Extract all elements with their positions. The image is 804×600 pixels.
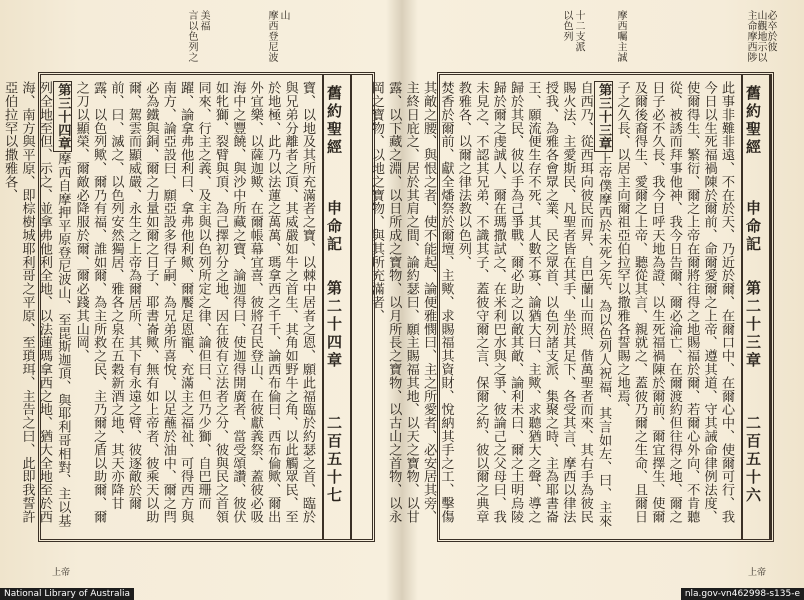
right-book-title: 舊約聖經 (744, 85, 762, 157)
left-header-note-1: 摩西登尼波 (266, 10, 277, 63)
right-chapter: 第二十三章 (744, 280, 762, 370)
left-page-header (42, 10, 367, 80)
left-book-title: 舊約聖經 (325, 85, 343, 157)
left-text-a: 寶、以地及其所充滿者之寶、以棘中居者之恩、願此福臨於約瑟之首、臨於與兄弟分離者之頂、其威嚴如牛之首生、其角如野牛之角、以此觸眾民、至於地極、此乃以法蓮之萬萬、瑪拿西之千千、論西布倫曰、西布倫歟、爾出外宜樂、以薩迦歟、在爾帳幕宜喜、彼將召民登山、在彼獻義祭、蓋彼必吸海中之豐饒、與沙中所藏之寶、論迦得曰、使迦得開廣者、當受頌讚、彼伏如牝獅、裂臂與頂、為己擇初分之地、因在彼有立法者之分、彼與民之首領同來、行主之義、及主與以色列所定之律、論但曰、但乃少獅、自巴珊而躍、論拿弗他利曰、拿弗他利歟、爾饜足恩寵、充滿主之福祉、可得西方與南方、論亞設曰、願亞設多得子嗣、為兄弟所喜悅、以足蘸於油中、爾之閂必為鐵與銅、爾之力量如爾之日子、耶書崙歟、無有如上帝者、彼乘天以助爾、駕雲而顯威嚴、永生之上帝為爾居所、其下有永遠之臂、彼逐敵於爾前、曰、滅之、以色列安然獨居、雅各之泉在五穀新酒之地、其天亦降甘露、以色列歟、爾乃有福、誰如爾、為主所救之民、主乃爾之盾以助爾、爾之刀以顯榮、爾敵必降服於爾、爾必踐其山岡、 (73, 81, 315, 524)
right-header-tail: 以色列 (561, 10, 572, 42)
right-text-b: 上帝僕摩西於未死之先、為以色列人祝福、其言如左、曰、主來自西乃、從西珥向彼民而昇、自巴蘭山而照、偕萬聖者而來、其右手為彼民賜火法、主愛斯民、凡聖者皆在其手、坐於其足下、各受其言、摩西以律法授我、為雅各會眾之業、民之眾首、以色列諸支派、集聚之時、主為耶書崙王、願流便生存不死、其人數不寡、論猶大曰、主歟、求聽猶大之聲、導之歸於其民、彼以手為己爭戰、爾必助之以敵其敵、論利未曰、爾之土明烏陵歸於爾之虔誠人、爾在瑪撒試之、在米利巴水與之爭、彼論己之父母曰、我未見之、不認其兄弟、不識其子、蓋彼守爾之言、保爾之約、彼以爾之典章教雅各、以爾之律法教以色列、 (455, 81, 612, 528)
left-running-head (322, 75, 352, 539)
left-header-note-2: 山 (278, 10, 289, 21)
right-page (368, 0, 796, 586)
right-text-c: 焚香於爾前、獻全燔祭於爾壇、主歟、求賜福其資財、悅納其手之工、擊傷其敵之腰、與恨之者、使不能起、論便雅憫曰、主之所愛者、必安居其旁、主終日庇之、居於其肩之間、論約瑟曰、願主賜福其地、以天之寶物、以甘露、以下藏之淵、以日所成之寶物、以月所長之寶物、以古山之首物、以永岡之寶物、以地之寶物、與其所充滿者、 (368, 81, 454, 524)
library-caption: National Library of Australia (0, 588, 134, 600)
left-section-title: 申命記 (325, 200, 343, 254)
left-page (2, 0, 397, 586)
right-header-note-3: 必卒於彼 (765, 10, 776, 52)
left-bottom-mark: 上帝 (52, 568, 71, 578)
right-header-note-2: 山觀地示以 (755, 10, 766, 63)
right-bottom-mark: 上帝 (747, 568, 766, 578)
left-chapter: 第二十四章 (325, 280, 343, 370)
right-text-a: 此事非難非遠、不在於天、乃近於爾、在爾口中、在爾心中、使爾可行、我今日以生死福禍陳於爾前、命爾愛爾之上帝、遵其道、守其誡命律例法度、使爾得生、繁衍、爾之上帝在爾將往得之地賜福於爾、若爾心外向、不肯聽從、被誘而拜事他神、我今日告爾、爾必淪亡、在爾渡約但往得之地、爾之日子必不久長、我今日呼天地為證、以生死福禍陳於爾前、爾宜擇生、使爾及爾後裔得生、愛爾之上帝、聽從其言、親就之、蓋彼乃爾之生命、且爾日子之久長、以居主向爾祖亞伯拉罕以撒雅各誓賜之地焉、 (614, 81, 734, 524)
right-page-number: 二百五十六 (744, 415, 762, 505)
left-text-frame (2, 72, 375, 542)
right-text-frame (368, 72, 774, 542)
left-text-b: 摩西自摩押平原登尼波山、至毘斯迦頂、與耶利哥相對、主以基列全地至但、示之、並拿弗他利全地、以法蓮瑪拿西之地、猶大全地至於西海、南方與平原、即棕樹城耶利哥之平原、至瑣珥、主告之曰、此即我誓許亞伯拉罕以撒雅各、 (2, 81, 71, 528)
left-page-number: 二百五十七 (325, 415, 343, 505)
left-chapter-marker: 第三十四章 (53, 81, 72, 152)
right-header-note-1: 主命摩西陟 (745, 10, 756, 63)
right-section-title: 申命記 (744, 200, 762, 254)
left-header-tail: 美福 (198, 10, 209, 31)
right-page-header (441, 10, 776, 80)
scan-id-caption: nla.gov-vn462998-s135-e (681, 588, 804, 600)
right-body-text (368, 81, 735, 533)
right-running-head (741, 75, 771, 539)
left-header-mid: 言以色列之 (186, 10, 197, 63)
left-body-text (2, 81, 316, 533)
right-chapter-marker: 第三十三章 (594, 81, 613, 152)
right-header-mid: 摩西囑主誠 (615, 10, 626, 63)
right-header-small: 十二支派 (573, 10, 584, 52)
